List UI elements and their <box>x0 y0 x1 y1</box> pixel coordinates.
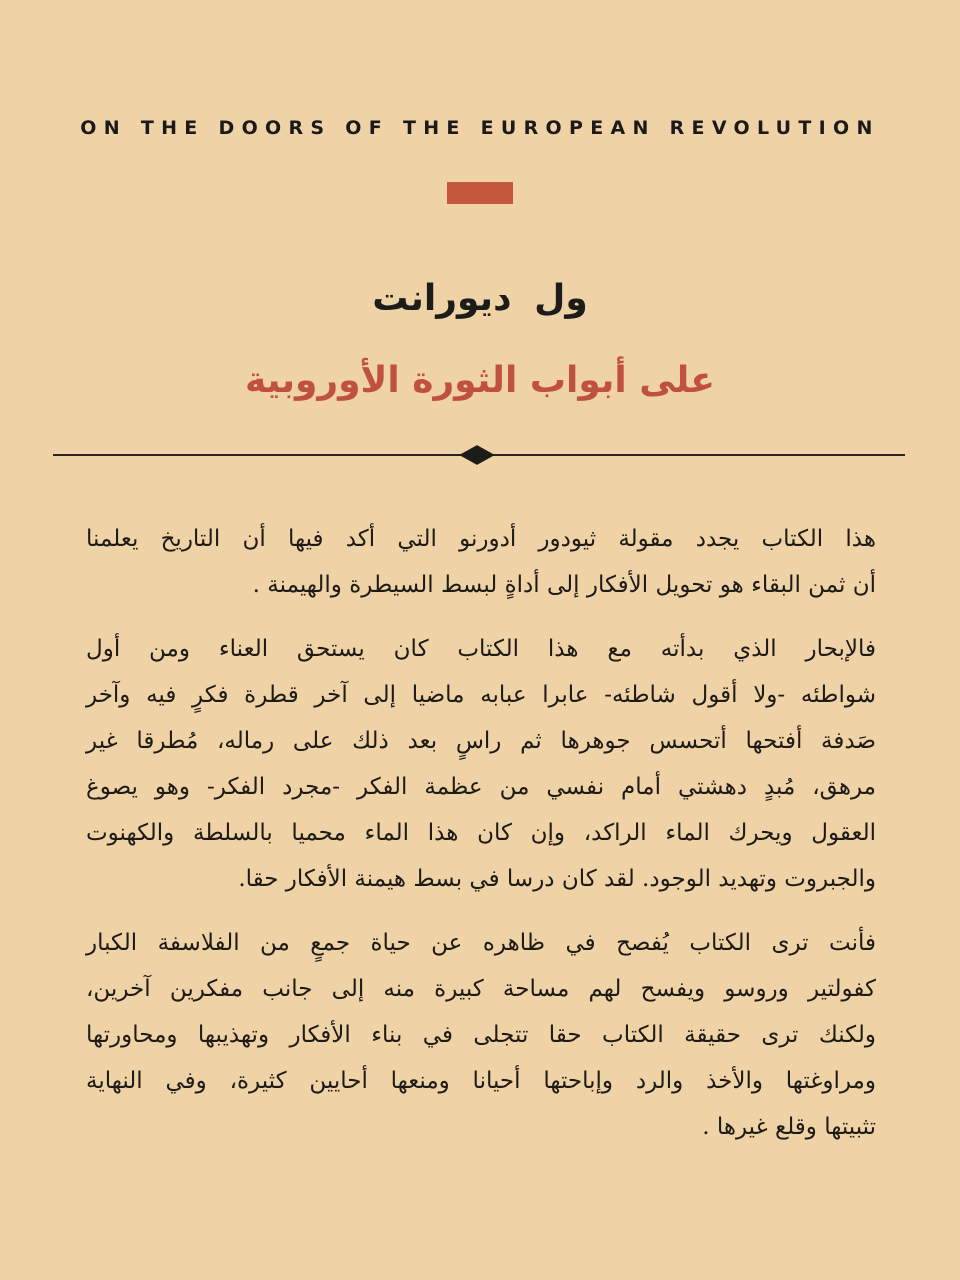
paragraph-1 <box>86 516 876 608</box>
book-title: على أبواب الثورة الأوروبية <box>244 360 716 401</box>
author-name: ول ديورانت <box>372 278 588 319</box>
text-line: فأنت ترى الكتاب يُفصح في ظاهره عن حياة جمعٍ من الفلاسفة الكبار <box>86 930 876 956</box>
english-title: ON THE DOORS OF THE EUROPEAN REVOLUTION <box>80 117 880 139</box>
text-line: ومراوغتها والأخذ والرد وإباحتها أحيانا ومنعها أحايين كثيرة، وفي النهاية <box>86 1068 876 1094</box>
text-line: مرهق، مُبدٍ دهشتي أمام نفسي من عظمة الفكر -مجرد الفكر- وهو يصوغ <box>86 774 876 800</box>
text-line: العقول ويحرك الماء الراكد، وإن كان هذا الماء محميا بالسلطة والكهنوت <box>86 820 876 846</box>
divider-ornament <box>459 445 495 465</box>
text-line: والجبروت وتهديد الوجود. لقد كان درسا في بسط هيمنة الأفكار حقا. <box>238 866 876 892</box>
publisher-logo <box>447 182 513 204</box>
text-line: شواطئه -ولا أقول شاطئه- عابرا عبابه ماضيا إلى آخر قطرة فكرٍ فيه وآخر <box>86 682 876 708</box>
text-line: تثبيتها وقلع غيرها . <box>702 1114 876 1140</box>
text-line: صَدفة أفتحها أتحسس جوهرها ثم راسٍ بعد ذلك على رماله، مُطرقا غير <box>86 728 876 754</box>
text-line: ولكنك ترى حقيقة الكتاب حقا تتجلى في بناء الأفكار وتهذيبها ومحاورتها <box>86 1022 876 1048</box>
blurb <box>86 516 876 1168</box>
paragraph-2 <box>86 626 876 902</box>
text-line: أن ثمن البقاء هو تحويل الأفكار إلى أداةٍ لبسط السيطرة والهيمنة . <box>252 572 876 598</box>
paragraph-3 <box>86 920 876 1150</box>
text-line: فالإبحار الذي بدأته مع هذا الكتاب كان يستحق العناء ومن أول <box>86 636 876 662</box>
text-line: هذا الكتاب يجدد مقولة ثيودور أدورنو التي أكد فيها أن التاريخ يعلمنا <box>86 526 876 552</box>
text-line: كفولتير وروسو ويفسح لهم مساحة كبيرة منه إلى جانب مفكرين آخرين، <box>86 976 876 1002</box>
